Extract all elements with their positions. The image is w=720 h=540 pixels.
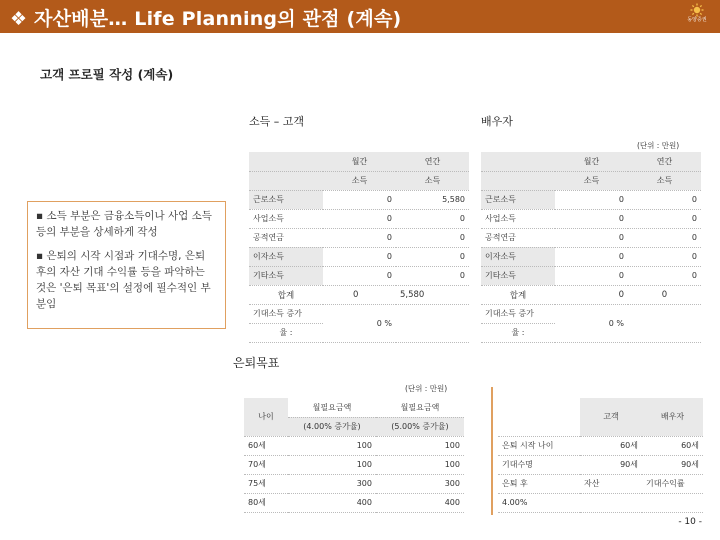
header-blank <box>249 171 323 190</box>
row-label: 공적연금 <box>481 228 555 247</box>
increase-label: 기대소득 증가 <box>249 304 323 323</box>
row-monthly: 0 <box>323 266 396 285</box>
table-header-row <box>249 152 469 171</box>
header-spouse: 배우자 <box>642 398 703 436</box>
row-need-5: 100 <box>376 436 464 455</box>
row-monthly: 0 <box>323 209 396 228</box>
table-header-row <box>481 171 701 190</box>
row-spouse: 60세 <box>642 436 703 455</box>
header-blank <box>481 171 555 190</box>
header-income: 소득 <box>396 171 469 190</box>
header-blank <box>249 152 323 171</box>
row-need-4: 400 <box>288 493 376 512</box>
income-spouse-table <box>481 152 701 343</box>
row-monthly: 0 <box>555 190 628 209</box>
logo-text: 동양증권 <box>687 17 707 23</box>
total-monthly: 0 <box>555 285 628 304</box>
retirement-label: 은퇴목표 <box>233 356 280 370</box>
table-row <box>498 493 703 512</box>
table-row <box>244 474 464 493</box>
row-spouse: 90세 <box>642 455 703 474</box>
page-number: - 10 - <box>678 517 702 527</box>
section-subtitle: 고객 프로필 작성 (계속) <box>40 67 174 82</box>
row-annual: 0 <box>396 247 469 266</box>
increase-label-suffix: 율 : <box>249 323 323 342</box>
header-need-4: 월필요금액 <box>288 398 376 417</box>
return-right: 기대수익률 <box>642 474 703 493</box>
row-label: 이자소득 <box>481 247 555 266</box>
header-income: 소득 <box>555 171 628 190</box>
table-row <box>249 228 469 247</box>
total-label: 합계 <box>249 285 323 304</box>
row-label: 근로소득 <box>481 190 555 209</box>
row-monthly: 0 <box>555 209 628 228</box>
header-need-5: 월필요금액 <box>376 398 464 417</box>
row-age: 60세 <box>244 436 288 455</box>
header-income: 소득 <box>628 171 701 190</box>
increase-label: 기대소득 증가 <box>481 304 555 323</box>
table-row <box>481 190 701 209</box>
row-monthly: 0 <box>323 228 396 247</box>
row-annual: 0 <box>628 247 701 266</box>
header-blank <box>481 152 555 171</box>
table-row <box>249 247 469 266</box>
notes-box <box>27 201 226 329</box>
table-row <box>481 228 701 247</box>
header-annual: 연간 <box>396 152 469 171</box>
row-label: 공적연금 <box>249 228 323 247</box>
income-client-table <box>249 152 469 343</box>
table-row <box>249 266 469 285</box>
row-label: 사업소득 <box>481 209 555 228</box>
row-annual: 0 <box>628 209 701 228</box>
table-row <box>481 266 701 285</box>
row-age: 70세 <box>244 455 288 474</box>
return-mid: 자산 <box>580 474 642 493</box>
row-label: 기대수명 <box>498 455 580 474</box>
row-age: 80세 <box>244 493 288 512</box>
header-client: 고객 <box>580 398 642 436</box>
row-need-5: 300 <box>376 474 464 493</box>
header-rate-4: (4.00% 증가율) <box>288 417 376 436</box>
row-label: 이자소득 <box>249 247 323 266</box>
row-monthly: 0 <box>555 266 628 285</box>
table-header-row <box>481 152 701 171</box>
row-label: 기타소득 <box>249 266 323 285</box>
row-monthly: 0 <box>323 190 396 209</box>
table-row <box>249 190 469 209</box>
increase-row <box>249 304 469 323</box>
total-monthly: 0 <box>323 285 396 304</box>
row-client: 90세 <box>580 455 642 474</box>
table-header-row <box>244 398 464 417</box>
increase-row <box>481 304 701 323</box>
row-client: 60세 <box>580 436 642 455</box>
row-age: 75세 <box>244 474 288 493</box>
row-need-5: 100 <box>376 455 464 474</box>
income-unit: (단위 : 만원) <box>637 141 680 150</box>
note-retirement: ▪ 은퇴의 시작 시점과 기대수명, 은퇴 후의 자산 기대 수익률 등을 파악하는 것은 '은퇴 목표'의 설정에 필수적인 부분임 <box>36 250 211 310</box>
total-row <box>481 285 701 304</box>
header-income: 소득 <box>323 171 396 190</box>
row-label: 기타소득 <box>481 266 555 285</box>
note-income: ▪ 소득 부분은 금융소득이나 사업 소득 등의 부분을 상세하게 작성 <box>36 210 212 238</box>
total-label: 합계 <box>481 285 555 304</box>
table-row <box>481 209 701 228</box>
title-bar <box>0 0 720 33</box>
increase-label-suffix: 율 : <box>481 323 555 342</box>
row-annual: 0 <box>396 209 469 228</box>
income-spouse-label: 배우자 <box>481 115 513 128</box>
total-annual: 0 <box>628 285 701 304</box>
page-title: ❖ 자산배분… Life Planning의 관점 (계속) <box>10 8 402 30</box>
increase-value: 0 % <box>323 304 396 342</box>
total-annual: 5,580 <box>396 285 469 304</box>
row-need-4: 100 <box>288 455 376 474</box>
table-row <box>244 493 464 512</box>
sun-logo-icon <box>690 3 704 17</box>
header-rate-5: (5.00% 증가율) <box>376 417 464 436</box>
row-annual: 0 <box>396 266 469 285</box>
total-row <box>249 285 469 304</box>
row-label: 사업소득 <box>249 209 323 228</box>
table-row <box>498 455 703 474</box>
header-monthly: 월간 <box>555 152 628 171</box>
table-row <box>498 436 703 455</box>
table-row <box>244 455 464 474</box>
header-monthly: 월간 <box>323 152 396 171</box>
row-need-4: 300 <box>288 474 376 493</box>
retirement-need-table <box>244 398 464 513</box>
row-annual: 0 <box>628 266 701 285</box>
table-row <box>249 209 469 228</box>
row-annual: 0 <box>396 228 469 247</box>
return-value: 4.00% <box>498 493 580 512</box>
row-need-4: 100 <box>288 436 376 455</box>
retirement-unit: (단위 : 만원) <box>405 384 448 393</box>
company-logo <box>682 3 712 30</box>
divider-line <box>491 387 493 515</box>
table-row <box>481 247 701 266</box>
table-row <box>244 436 464 455</box>
row-monthly: 0 <box>555 247 628 266</box>
row-annual: 5,580 <box>396 190 469 209</box>
row-monthly: 0 <box>555 228 628 247</box>
row-annual: 0 <box>628 190 701 209</box>
header-age: 나이 <box>244 398 288 436</box>
income-client-label: 소득 – 고객 <box>249 115 304 128</box>
row-label: 은퇴 시작 나이 <box>498 436 580 455</box>
header-annual: 연간 <box>628 152 701 171</box>
row-monthly: 0 <box>323 247 396 266</box>
row-need-5: 400 <box>376 493 464 512</box>
table-header-row <box>498 398 703 436</box>
table-header-row <box>249 171 469 190</box>
row-annual: 0 <box>628 228 701 247</box>
return-label: 은퇴 후 <box>498 474 580 493</box>
retirement-age-table <box>498 398 703 513</box>
increase-value: 0 % <box>555 304 628 342</box>
table-row <box>498 474 703 493</box>
row-label: 근로소득 <box>249 190 323 209</box>
